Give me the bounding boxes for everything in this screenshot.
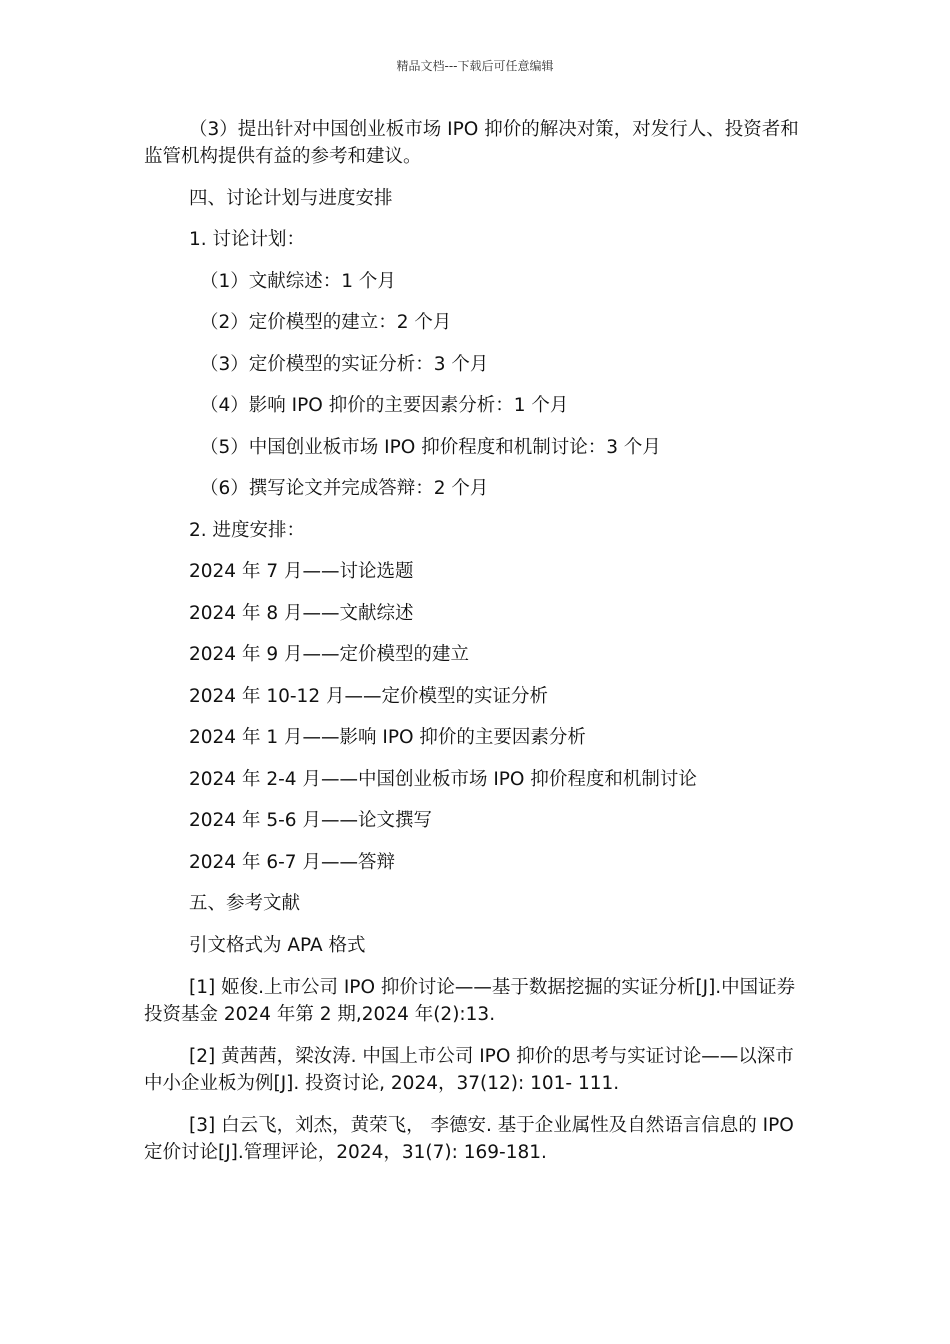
schedule-item: 2024 年 10-12 月——定价模型的实证分析 bbox=[189, 685, 548, 707]
reference-item: [3] 白云飞，刘杰，黄荣飞， 李德安. 基于企业属性及自然语言信息的 IPO 定价讨论[J].管理评论，2024，31(7): 169-181. bbox=[144, 1114, 800, 1163]
schedule-item: 2024 年 8 月——文献综述 bbox=[189, 602, 414, 624]
section-5-heading: 五、参考文献 bbox=[189, 893, 301, 914]
schedule-heading: 2. 进度安排： bbox=[189, 519, 306, 541]
intro-point-3: （3）提出针对中国创业板市场 IPO 抑价的解决对策，对发行人、投资者和监管机构提供有益的参考和建议。 bbox=[144, 119, 799, 167]
reference-item: [1] 姬俊.上市公司 IPO 抑价讨论——基于数据挖掘的实证分析[J].中国证券投资基金 2024 年第 2 期,2024 年(2):13. bbox=[144, 976, 796, 1025]
plan-item: （3）定价模型的实证分析：3 个月 bbox=[200, 353, 489, 375]
plan-item: （5）中国创业板市场 IPO 抑价程度和机制讨论：3 个月 bbox=[200, 436, 661, 458]
plan-item: （6）撰写论文并完成答辩：2 个月 bbox=[200, 478, 489, 499]
schedule-item: 2024 年 9 月——定价模型的建立 bbox=[189, 644, 469, 665]
schedule-item: 2024 年 7 月——讨论选题 bbox=[189, 561, 414, 582]
plan-item: （2）定价模型的建立：2 个月 bbox=[200, 312, 452, 333]
reference-item: [2] 黄茜茜，梁汝涛. 中国上市公司 IPO 抑价的思考与实证讨论——以深市中小企业板为例[J]. 投资讨论, 2024，37(12): 101- 111. bbox=[144, 1045, 794, 1094]
plan-item: （4）影响 IPO 抑价的主要因素分析：1 个月 bbox=[200, 395, 569, 416]
schedule-item: 2024 年 6-7 月——答辩 bbox=[189, 851, 395, 873]
document-body bbox=[144, 116, 806, 1166]
citation-format-note: 引文格式为 APA 格式 bbox=[189, 934, 366, 956]
schedule-item: 2024 年 1 月——影响 IPO 抑价的主要因素分析 bbox=[189, 727, 586, 748]
page-header: 精品文档---下载后可任意编辑 bbox=[396, 59, 554, 73]
schedule-item: 2024 年 2-4 月——中国创业板市场 IPO 抑价程度和机制讨论 bbox=[189, 768, 697, 790]
plan-item: （1）文献综述：1 个月 bbox=[200, 270, 396, 292]
plan-heading: 1. 讨论计划： bbox=[189, 229, 306, 250]
section-4-heading: 四、讨论计划与进度安排 bbox=[189, 187, 393, 209]
schedule-item: 2024 年 5-6 月——论文撰写 bbox=[189, 810, 432, 831]
